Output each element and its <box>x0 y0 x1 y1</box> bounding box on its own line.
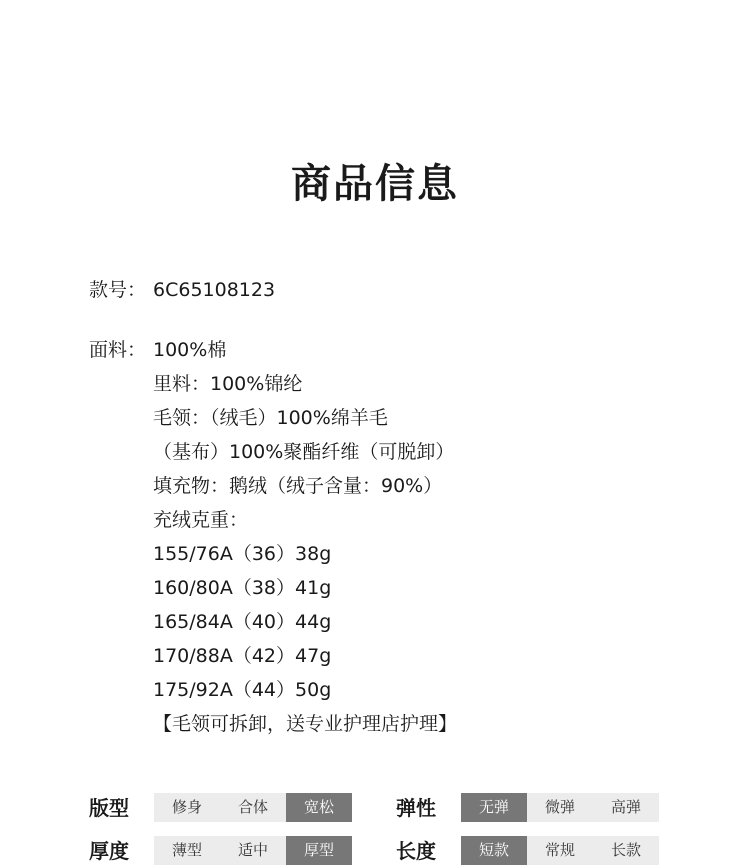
fabric-line: 【毛领可拆卸，送专业护理店护理】 <box>153 713 458 735</box>
fabric-line: 155/76A（36）38g <box>153 543 332 565</box>
style-number-row <box>89 276 275 304</box>
elasticity-option: 高弹 <box>593 793 659 822</box>
fabric-line: （基布）100%聚酯纤维（可脱卸） <box>153 441 455 463</box>
length-label: 长度 <box>396 839 436 863</box>
fabric-line: 毛领：（绒毛）100%绵羊毛 <box>153 407 388 429</box>
page-title: 商品信息 <box>291 161 459 207</box>
fabric-line: 里料：100%锦纶 <box>153 373 303 395</box>
length-option: 常规 <box>527 836 593 865</box>
thickness-option: 适中 <box>220 836 286 865</box>
fabric-line: 填充物：鹅绒（绒子含量：90%） <box>153 475 443 497</box>
fabric-line: 165/84A（40）44g <box>153 611 332 633</box>
style-number-value: 6C65108123 <box>153 279 276 301</box>
elasticity-label: 弹性 <box>396 796 436 820</box>
length-option: 短款 <box>461 836 527 865</box>
thickness-label: 厚度 <box>89 839 129 863</box>
elasticity-selector <box>461 793 659 822</box>
fabric-line: 充绒克重： <box>153 509 249 531</box>
fabric-line: 170/88A（42）47g <box>153 645 332 667</box>
thickness-option: 厚型 <box>286 836 352 865</box>
fabric-line: 175/92A（44）50g <box>153 679 332 701</box>
fit-label: 版型 <box>89 796 129 820</box>
fit-option: 修身 <box>154 793 220 822</box>
elasticity-option: 微弹 <box>527 793 593 822</box>
elasticity-option: 无弹 <box>461 793 527 822</box>
length-selector <box>461 836 659 865</box>
fit-option: 宽松 <box>286 793 352 822</box>
fabric-label: 面料： <box>89 339 147 361</box>
thickness-selector <box>154 836 352 865</box>
fit-selector <box>154 793 352 822</box>
style-number-label: 款号： <box>89 279 147 301</box>
fabric-line: 160/80A（38）41g <box>153 577 332 599</box>
fit-option: 合体 <box>220 793 286 822</box>
length-option: 长款 <box>593 836 659 865</box>
thickness-option: 薄型 <box>154 836 220 865</box>
fabric-line: 100%棉 <box>153 339 227 361</box>
